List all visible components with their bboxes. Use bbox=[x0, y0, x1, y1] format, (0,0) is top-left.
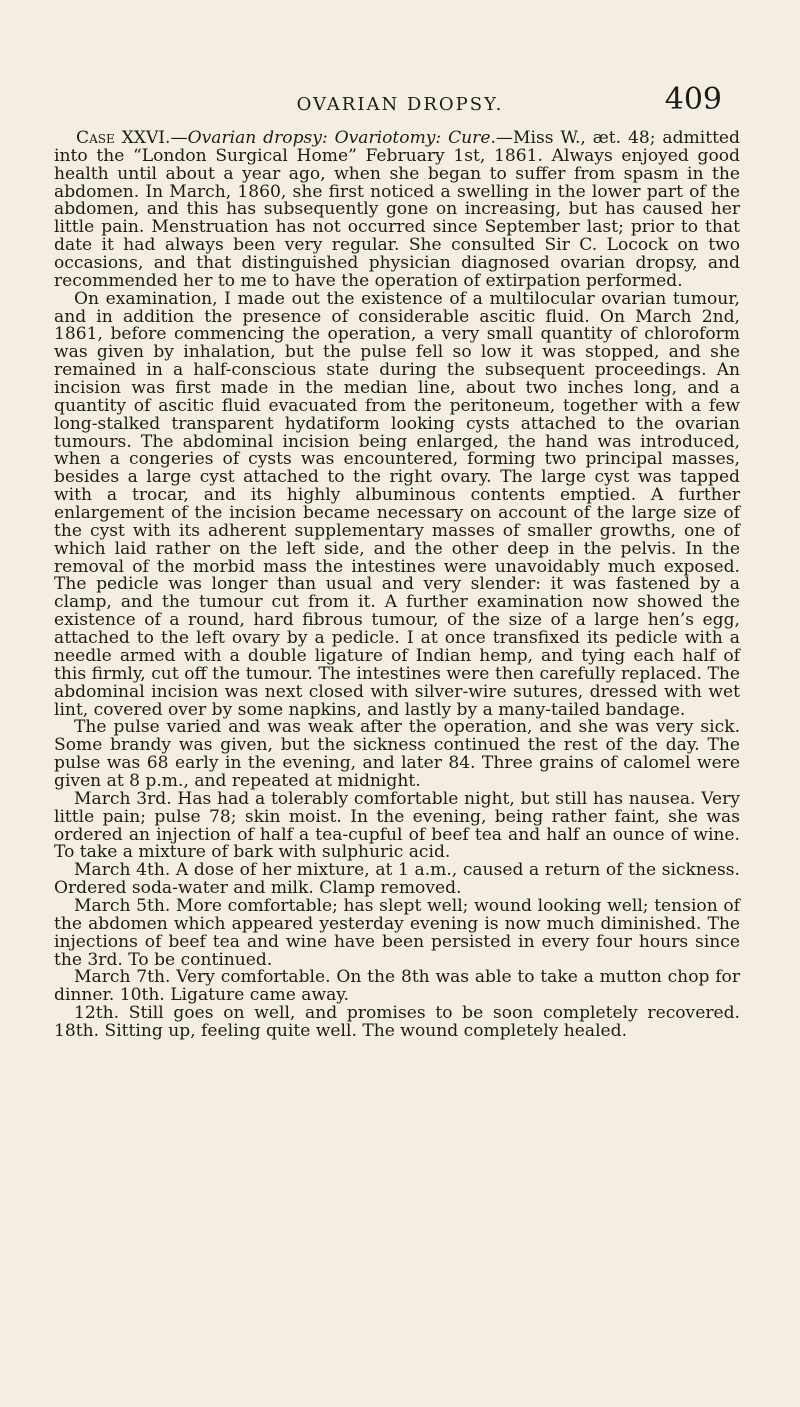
paragraph-march-4: March 4th. A dose of her mixture, at 1 a.m., caused a return of the sickness. Ordered soda-water and milk. Clamp removed. bbox=[54, 860, 740, 899]
paragraph-after-operation: The pulse varied and was weak after the operation, and she was very sick. Some brandy was given, but the sickness continued the rest of the day. The pulse was 68 early in the evening, and later 84. Three grains of calomel were given at 8 p.m., and repeated at midnight. bbox=[54, 717, 740, 791]
paragraph-march-3: March 3rd. Has had a tolerably comfortable night, but still has nausea. Very little pain; pulse 78; skin moist. In the evening, being rather faint, she was ordered an injection of half a tea-cupful of beef tea and half an ounce of wine. To take a mixture of bark with sulphuric acid. bbox=[54, 788, 740, 863]
case-paragraph bbox=[54, 130, 740, 291]
body-text bbox=[54, 130, 740, 1041]
paragraph-examination: On examination, I made out the existence of a multilocular ovarian tumour, and in addition the presence of considerable ascitic fluid. On March 2nd, 1861, before commencing the operation, a very small quantity of chloroform was given by inhalation, but the pulse fell so low it was stopped, and she remained in a half-conscious state during the subsequent proceedings. An incision was first made in the median line, about two inches long, and a quantity of ascitic fluid evacuated from the peritoneum, together with a few long-stalked transparent hydatiform looking cysts attached to the ovarian tumours. The abdominal incision being enlarged, the hand was introduced, when a congeries of cysts was encountered, forming two principal masses, besides a large cyst attached to the right ovary. The large cyst was tapped with a trocar, and its highly albuminous contents emptied. A further enlargement of the incision became necessary on account of the large size of the cyst with its adherent supplementary masses of smaller growths, one of which laid rather on the left side, and the other deep in the pelvis. In the removal of the morbid mass the intestines were unavoidably much exposed. The pedicle was longer than usual and very slender: it was fastened by a clamp, and the tumour cut from it. A further examination now showed the existence of a round, hard fibrous tumour, of the size of a large hen’s egg, attached to the left ovary by a pedicle. I at once transfixed its pedicle with a needle armed with a double ligature of Indian hemp, and tying each half of this firmly, cut off the tumour. The intestines were then carefully replaced. The abdominal incision was next closed with silver-wire sutures, dressed with wet lint, covered over by some napkins, and lastly by a many-tailed bandage. bbox=[54, 288, 740, 720]
paragraph-march-5: March 5th. More comfortable; has slept well; wound looking well; tension of the abdomen which appeared yesterday evening is now much diminished. The injections of beef tea and wine have been persisted in every four hours since the 3rd. To be continued. bbox=[54, 895, 740, 970]
paragraph-12th: 12th. Still goes on well, and promises to be soon completely recovered. 18th. Sitting up, feeling quite well. The wound completely healed. bbox=[54, 1003, 740, 1041]
case-label: Case XXVI. bbox=[76, 128, 171, 148]
page-number: 409 bbox=[664, 82, 722, 117]
case-intro: —Miss W., æt. 48; admitted into the “London Surgical Home” February 1st, 1861. Always enjoyed good health until about a year ago, when she began to suffer from spasm in the abdomen. In March, 1860, she first noticed a swelling in the lower part of the abdomen, and this has subsequently gone on increasing, but has caused her little pain. Menstruation has not occurred since September last; prior to that date it had always been very regular. She consulted Sir C. Locock on two occasions, and that distinguished physician diagnosed ovarian dropsy, and recommended her to me to have the operation of extirpation performed. bbox=[54, 128, 740, 291]
case-title: —Ovarian dropsy: Ovariotomy: Cure. bbox=[170, 128, 496, 148]
paragraph-march-7: March 7th. Very comfortable. On the 8th was able to take a mutton chop for dinner. 10th. Ligature came away. bbox=[54, 967, 740, 1006]
running-head bbox=[40, 82, 760, 122]
running-title: OVARIAN DROPSY. bbox=[296, 94, 504, 115]
